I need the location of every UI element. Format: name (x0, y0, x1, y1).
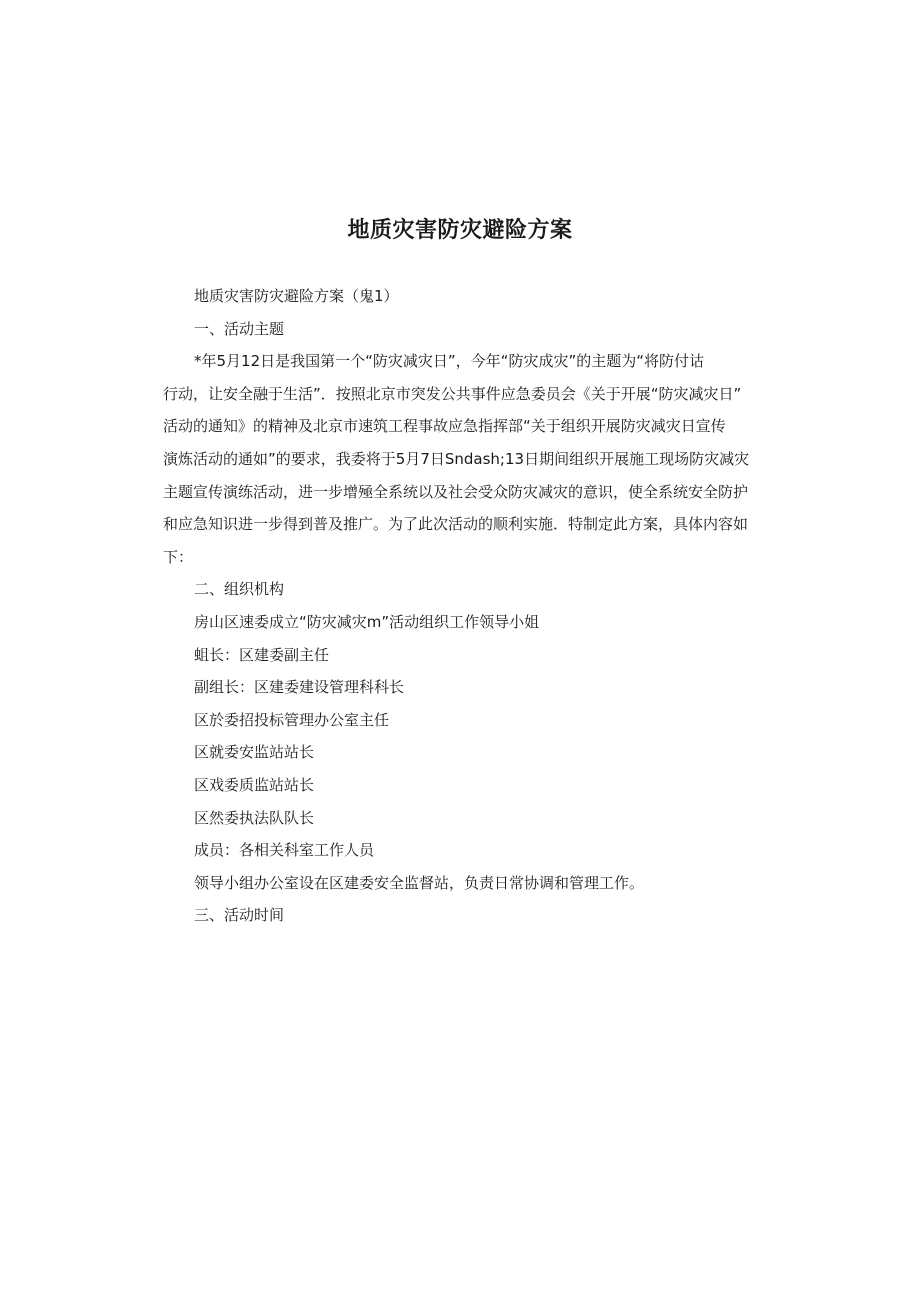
org-line: 区然委执法队队长 (194, 808, 315, 827)
org-line: 副组长：区建委建设管理科科长 (194, 678, 405, 697)
org-line: 领导小组办公室设在区建委安全监督站，负责日常协调和管理工作。 (194, 873, 645, 892)
org-line: 区就委安监站站长 (194, 743, 315, 762)
org-line: 区戏委质监站站长 (194, 775, 315, 794)
paragraph-line: 下： (163, 547, 194, 566)
paragraph-line: 演炼活动的通如”的要求，我委将于5月7日Sndash;13日期间组织开展施工现场防灾减灾 (163, 449, 750, 468)
document-body (163, 280, 757, 932)
section-heading-2: 二、组织机构 (194, 580, 285, 599)
paragraph-line: 行动，让安全融于生活”．按照北京市突发公共事件应急委员会《关于开展“防灾减灾日” (163, 384, 742, 403)
section-heading-3: 三、活动时间 (194, 906, 285, 925)
paragraph-line: 和应急知识进一步得到普及推广。为了此次活动的顺利实施．特制定此方案，具体内容如 (163, 515, 749, 534)
org-line: 成员：各相关科室工作人员 (194, 841, 375, 860)
section-heading-1: 一、活动主题 (194, 319, 285, 338)
org-list (163, 606, 757, 899)
document-subtitle: 地质灾害防灾避险方案（鬼1） (194, 287, 399, 305)
paragraph-line: *年5月12日是我国第一个“防灾减灾日”，今年“防灾成灾”的主题为“将防付诂 (194, 352, 704, 371)
paragraph-activity-theme (163, 345, 757, 573)
document-title: 地质灾害防灾避险方案 (347, 218, 573, 243)
org-line: 蛆长：区建委副主任 (194, 645, 330, 664)
paragraph-line: 主题宣传演练活动，进一步增殛全系统以及社会受众防灾减灾的意识，使全系统安全防护 (163, 482, 749, 501)
org-line: 房山区速委成立“防灾减灾m”活动组织工作领导小姐 (194, 612, 540, 631)
paragraph-line: 活动的通知》的精神及北京市速筑工程事故应急指挥部“关于组织开展防灾减灾日宣传 (163, 417, 726, 436)
org-line: 区於委招投标管理办公室主任 (194, 710, 390, 729)
